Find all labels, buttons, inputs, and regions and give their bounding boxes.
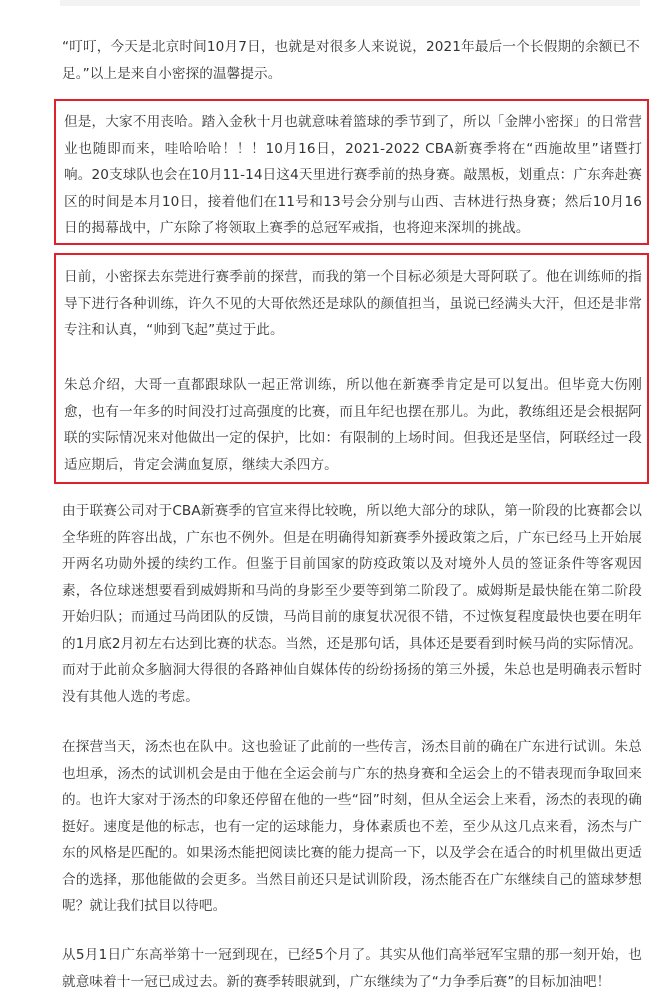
top-divider <box>60 0 640 6</box>
paragraph-tang-jie: 在探营当天，汤杰也在队中。这也验证了此前的一些传言，汤杰目前的确在广东进行试训。朱总也坦承，汤杰的试训机会是由于他在全运会前与广东的热身赛和全运会上的不错表现而争取回来的。也许大家对于汤杰的印象还停留在他的一些“囧”时刻，但从全运会上来看，汤杰的表现的确挺好。速度是他的标志，也有一定的运球能力，身体素质也不差，至少从这几点来看，汤杰与广东的风格是匹配的。如果汤杰能把阅读比赛的能力提高一下，以及学会在适合的时机里做出更适合的选择，那他能做的会更多。当然目前还只是试训阶段，汤杰能否在广东继续自己的篮球梦想呢？就让我们拭目以待吧。 <box>62 739 642 914</box>
highlighted-paragraph-season-start: 但是，大家不用丧哈。踏入金秋十月也就意味着篮球的季节到了，所以「金牌小密探」的日常营业也随即而来，哇哈哈哈！！！10月16日，2021-2022 CBA新赛季将在“西施故里”诸暨打响。20支球队也会在10月11-14日这4天里进行赛季前的热身赛。敲黑板，划重点：广东奔赴赛区的时间是本月10日，接着他们在11号和13号会分别与山西、吉林进行热身赛；然后10月16日的揭幕战中，广东除了将领取上赛季的总冠军戒指，也将迎来深圳的挑战。 <box>64 114 642 236</box>
highlighted-paragraph-training-visit: 日前，小密探去东莞进行赛季前的探营，而我的第一个目标必须是大哥阿联了。他在训练师的指导下进行各种训练，许久不见的大哥依然还是球队的颜值担当，虽说已经满头大汗，但还是非常专注和认真，“帅到飞起”莫过于此。 <box>64 269 642 338</box>
highlighted-paragraph-recovery: 朱总介绍，大哥一直都跟球队一起正常训练，所以他在新赛季肯定是可以复出。但毕竟大伤刚愈，也有一年多的时间没打过高强度的比赛，而且年纪也摆在那儿。为此，教练组还是会根据阿联的实际情况来对他做出一定的保护，比如：有限制的上场时间。但我还是坚信，阿联经过一段适应期后，肯定会满血复原，继续大杀四方。 <box>64 377 642 473</box>
paragraph-foreign-players: 由于联赛公司对于CBA新赛季的官宣来得比较晚，所以绝大部分的球队，第一阶段的比赛都会以全华班的阵容出战，广东也不例外。但是在明确得知新赛季外援政策之后，广东已经马上开始展开两名功勋外援的续约工作。但鉴于目前国家的防疫政策以及对境外人员的签证条件等客观因素，各位球迷想要看到威姆斯和马尚的身影至少要等到第二阶段了。威姆斯是最快能在第二阶段开始归队；而通过马尚团队的反馈，马尚目前的康复状况很不错，不过恢复程度最快也要在明年的1月底2月初左右达到比赛的状态。当然，还是那句话，具体还是要看到时候马尚的实际情况。而对于此前众多脑洞大得很的各路神仙自媒体传的纷纷扬扬的第三外援，朱总也是明确表示暂时没有其他人选的考虑。 <box>62 503 642 705</box>
closing-paragraph: 从5月1日广东高举第十一冠到现在，已经5个月了。其实从他们高举冠军宝鼎的那一刻开始，也就意味着十一冠已成过去。新的赛季转眼就到，广东继续为了“力争季后赛”的目标加油吧！ <box>62 947 642 990</box>
intro-paragraph: “叮叮，今天是北京时间10月7日，也就是对很多人来说说，2021年最后一个长假期的余额已不足。”以上是来自小密探的温馨提示。 <box>62 39 640 82</box>
